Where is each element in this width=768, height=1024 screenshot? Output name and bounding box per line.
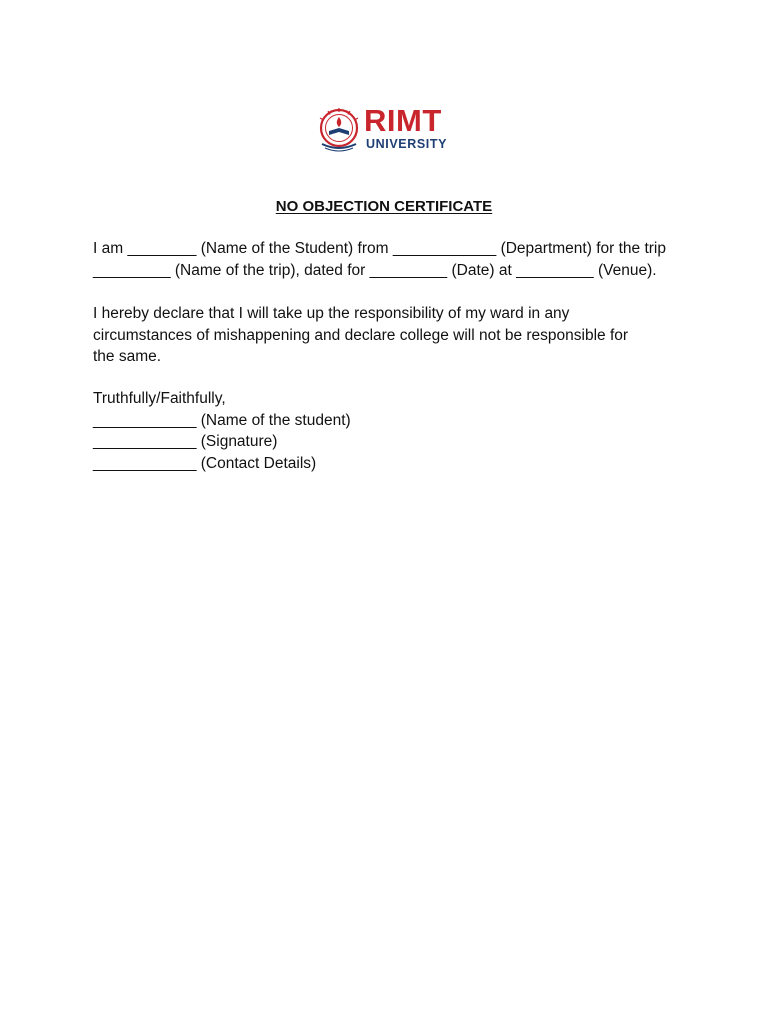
paragraph-line: I hereby declare that I will take up the responsibility of my ward in any: [93, 305, 570, 322]
university-emblem-icon: [314, 106, 364, 154]
paragraph-line: I am ________ (Name of the Student) from ____________ (Department) for the trip: [93, 240, 666, 257]
closing-salutation: Truthfully/Faithfully,: [93, 390, 226, 407]
field-contact-details: ____________ (Contact Details): [93, 454, 317, 472]
university-logo: [314, 104, 454, 154]
logo-wordmark: RIMT: [364, 103, 442, 138]
field-signature: ____________ (Signature): [93, 433, 278, 450]
paragraph-line: _________ (Name of the trip), dated for _________ (Date) at _________ (Venue).: [93, 261, 657, 279]
paragraph-details: [93, 238, 693, 281]
field-student-name: ____________ (Name of the student): [93, 411, 351, 429]
closing-block: [93, 388, 693, 474]
paragraph-line: the same.: [93, 348, 162, 365]
paragraph-declaration: [93, 303, 693, 368]
paragraph-line: circumstances of mishappening and declare college will not be responsible for: [93, 326, 629, 344]
document-title: NO OBJECTION CERTIFICATE: [275, 198, 493, 215]
logo-subtitle: UNIVERSITY: [366, 137, 448, 151]
